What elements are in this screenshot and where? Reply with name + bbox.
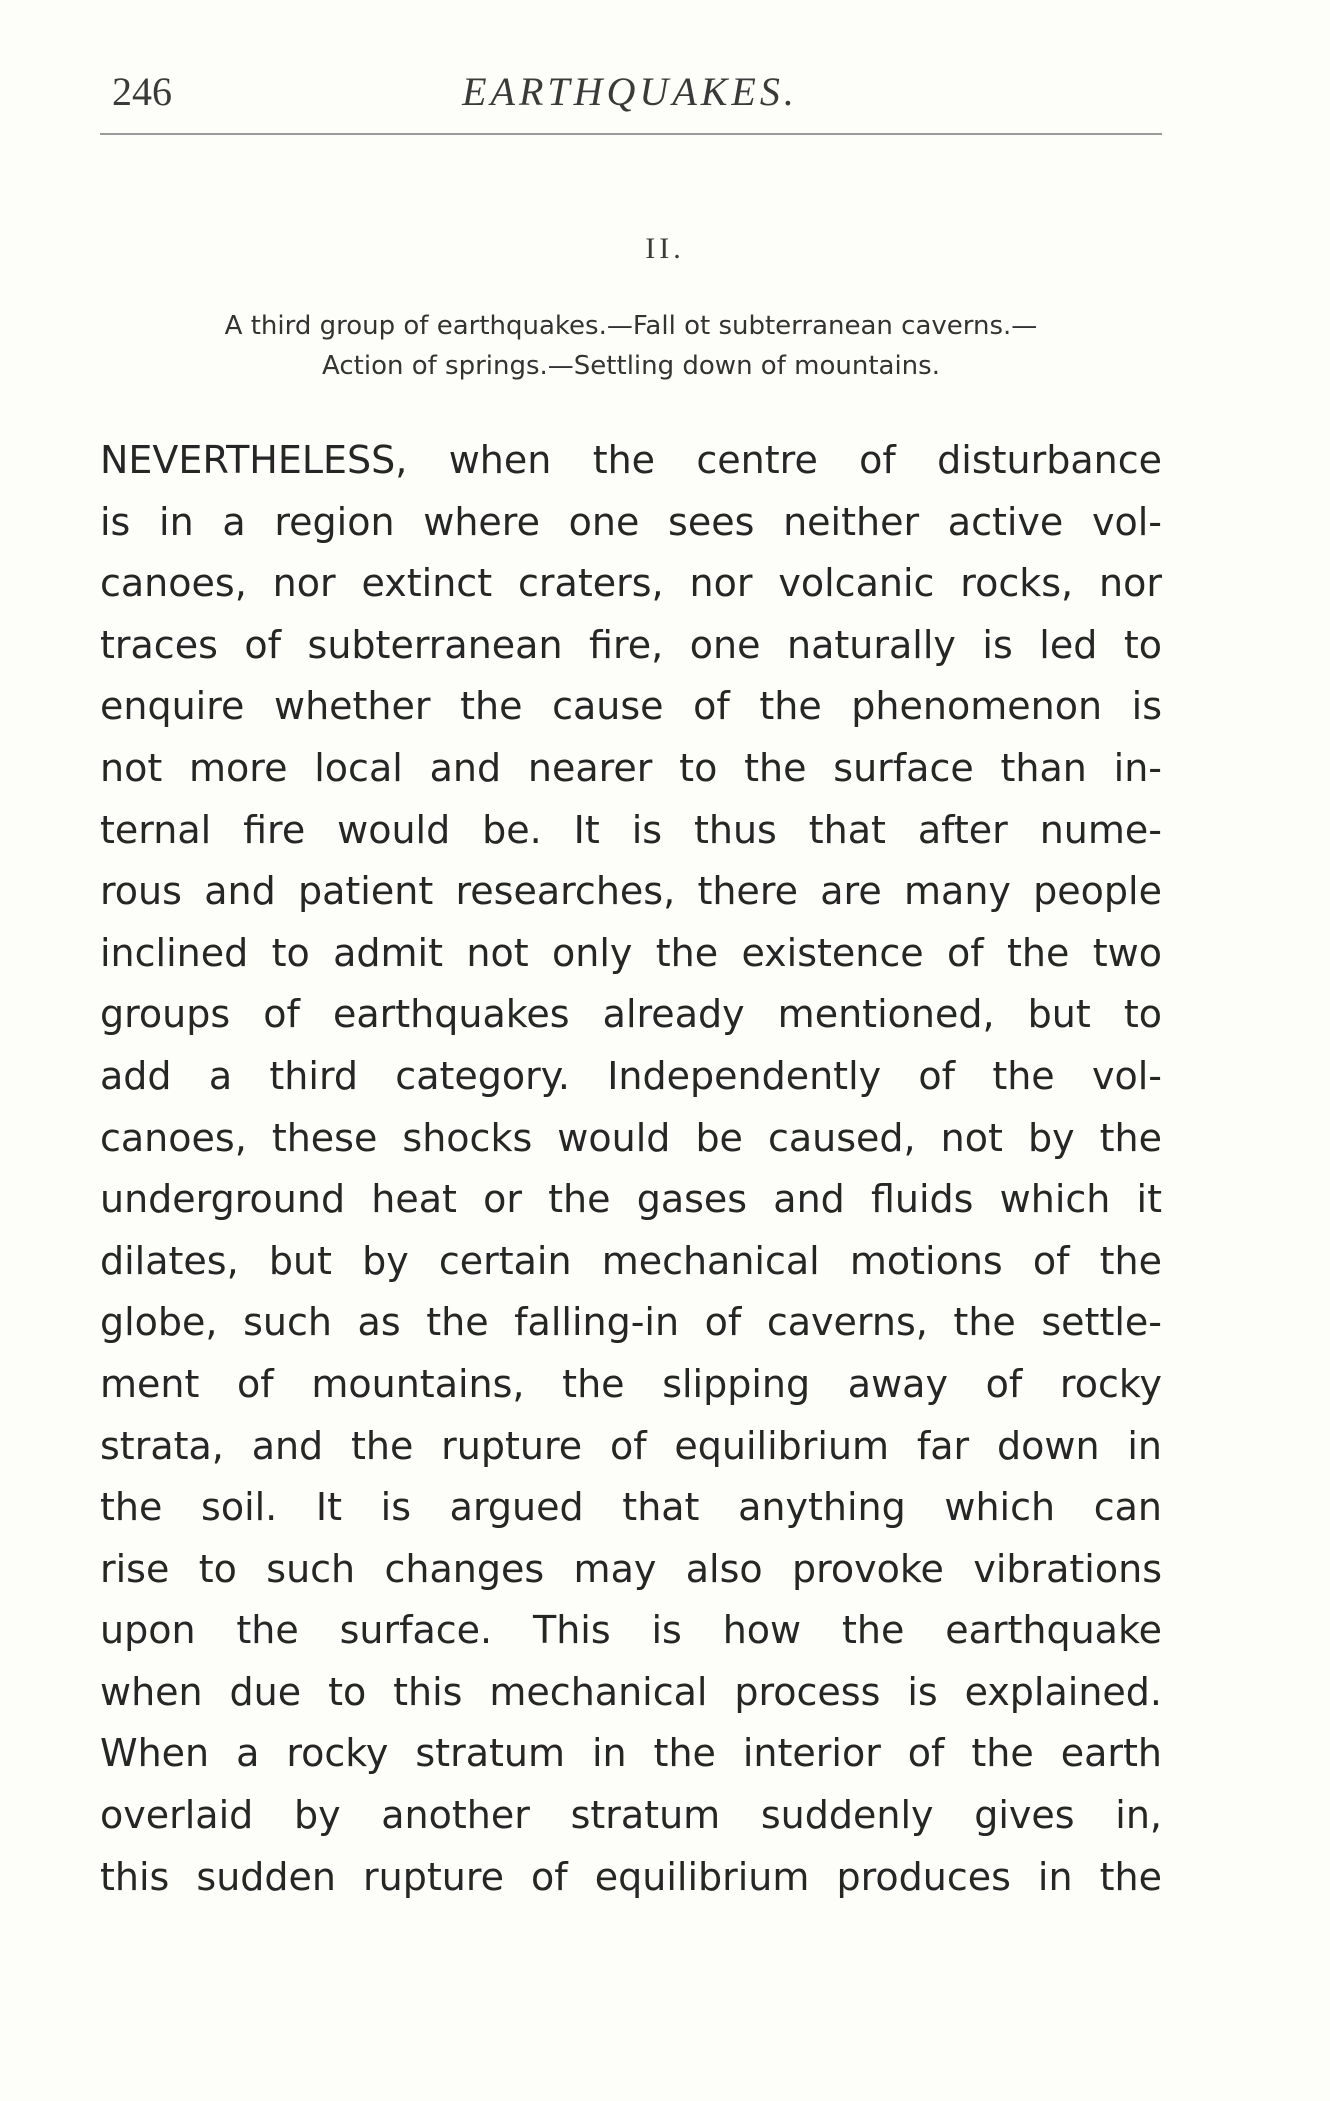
- text-line: When a rocky stratum in the interior of the earth: [100, 1731, 1162, 1776]
- text-line: the soil. It is argued that anything which can: [100, 1485, 1162, 1530]
- section-summary: [100, 306, 1162, 386]
- text-line: NEVERTHELESS, when the centre of disturbance: [100, 438, 1162, 482]
- summary-line: Action of springs.—Settling down of mountains.: [322, 351, 940, 381]
- text-line: upon the surface. This is how the earthquake: [100, 1608, 1162, 1653]
- text-line: dilates, but by certain mechanical motions of the: [100, 1238, 1162, 1283]
- text-line: this sudden rupture of equilibrium produces in the: [100, 1854, 1162, 1899]
- text-line: enquire whether the cause of the phenomenon is: [100, 684, 1162, 729]
- text-line: ment of mountains, the slipping away of rocky: [100, 1361, 1162, 1406]
- page-number: 246: [112, 69, 172, 114]
- text-line: canoes, these shocks would be caused, not by the: [100, 1115, 1162, 1160]
- page-header: [100, 60, 1160, 140]
- running-head: EARTHQUAKES.: [462, 69, 798, 114]
- text-line: globe, such as the falling-in of caverns, the settle-: [100, 1300, 1162, 1345]
- text-line: is in a region where one sees neither active vol-: [100, 499, 1162, 544]
- text-line: underground heat or the gases and fluids which it: [100, 1177, 1162, 1222]
- text-line: rous and patient researches, there are many people: [100, 869, 1162, 914]
- header-rule: [100, 133, 1162, 135]
- text-line: strata, and the rupture of equilibrium far down in: [100, 1423, 1162, 1468]
- text-line: groups of earthquakes already mentioned, but to: [100, 992, 1162, 1037]
- text-line: canoes, nor extinct craters, nor volcanic rocks, nor: [100, 561, 1162, 606]
- text-line: rise to such changes may also provoke vibrations: [100, 1546, 1162, 1591]
- text-line: add a third category. Independently of the vol-: [100, 1053, 1162, 1098]
- text-line: inclined to admit not only the existence of the two: [100, 930, 1162, 975]
- text-line: not more local and nearer to the surface than in-: [100, 745, 1162, 790]
- summary-line: A third group of earthquakes.—Fall ot subterranean caverns.—: [224, 311, 1038, 341]
- section-number: II.: [645, 232, 685, 265]
- text-line: when due to this mechanical process is explained.: [100, 1669, 1162, 1714]
- text-line: ternal fire would be. It is thus that after nume-: [100, 807, 1162, 852]
- text-line: overlaid by another stratum suddenly gives in,: [100, 1793, 1162, 1838]
- text-line: traces of subterranean fire, one naturally is led to: [100, 622, 1162, 667]
- body-text: [100, 430, 1162, 1908]
